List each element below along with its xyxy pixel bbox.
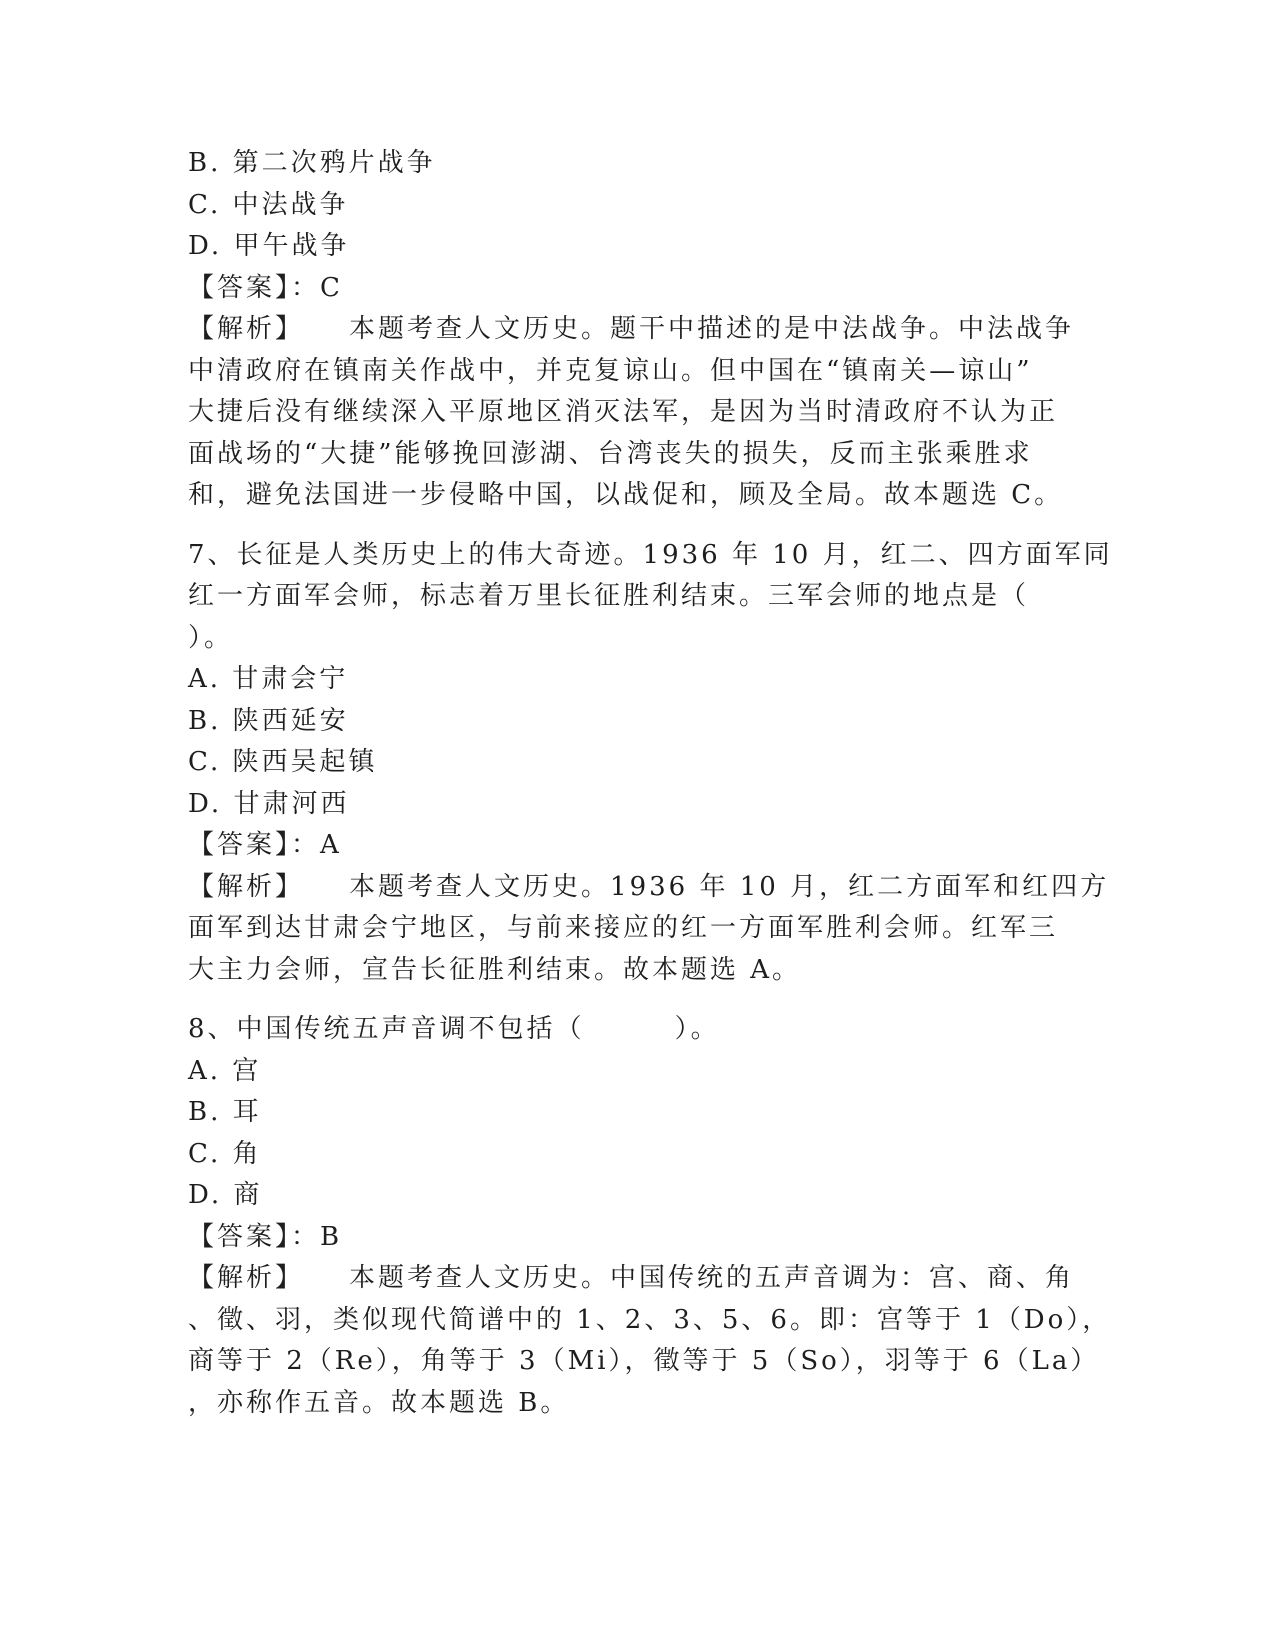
q6-analysis-line: 中清政府在镇南关作战中，并克复谅山。但中国在“镇南关—谅山” [188,356,1033,386]
q6-analysis-line: 和，避免法国进一步侵略中国，以战促和，顾及全局。故本题选 C。 [188,480,1064,510]
q8-option-c: C. 角 [188,1139,262,1169]
q6-option-d: D. 甲午战争 [188,231,350,261]
q8-analysis-line: 、徵、羽，类似现代简谱中的 1、2、3、5、6。即：宫等于 1（Do）， [188,1305,1112,1335]
q8-option-d: D. 商 [188,1180,263,1210]
q6-option-c: C. 中法战争 [188,190,349,220]
q7-answer: 【答案】：A [188,830,342,860]
q7-analysis-line: 面军到达甘肃会宁地区，与前来接应的红一方面军胜利会师。红军三 [188,913,1059,943]
q7-option-d: D. 甘肃河西 [188,789,350,819]
q7-stem-line: ）。 [188,623,234,653]
q7-stem-line: 7、长征是人类历史上的伟大奇迹。1936 年 10 月，红二、四方面军同 [188,540,1113,570]
q7-option-a: A. 甘肃会宁 [188,664,349,694]
q7-option-b: B. 陕西延安 [188,706,349,736]
q8-analysis-line: 商等于 2（Re），角等于 3（Mi），徵等于 5（So），羽等于 6（La） [188,1346,1100,1376]
q6-analysis-line: 大捷后没有继续深入平原地区消灭法军，是因为当时清政府不认为正 [188,397,1059,427]
q8-option-a: A. 宫 [188,1056,262,1086]
q8-stem: 8、中国传统五声音调不包括（ ）。 [188,1014,720,1044]
q7-option-c: C. 陕西吴起镇 [188,747,378,777]
q8-analysis-line: ，亦称作五音。故本题选 B。 [188,1388,570,1418]
q7-stem-line: 红一方面军会师，标志着万里长征胜利结束。三军会师的地点是（ [188,581,1030,611]
q7-analysis-line: 大主力会师，宣告长征胜利结束。故本题选 A。 [188,955,802,985]
q8-option-b: B. 耳 [188,1097,262,1127]
q8-analysis-line: 【解析】 本题考查人文历史。中国传统的五声音调为：宫、商、角 [188,1263,1075,1293]
q6-analysis-line: 【解析】 本题考查人文历史。题干中描述的是中法战争。中法战争 [188,314,1075,344]
q8-answer: 【答案】：B [188,1222,343,1252]
q6-option-b: B. 第二次鸦片战争 [188,148,436,178]
q6-analysis-line: 面战场的“大捷”能够挽回澎湖、台湾丧失的损失，反而主张乘胜求 [188,439,1033,469]
q7-analysis-line: 【解析】 本题考查人文历史。1936 年 10 月，红二方面军和红四方 [188,872,1110,902]
q6-answer: 【答案】：C [188,273,343,303]
